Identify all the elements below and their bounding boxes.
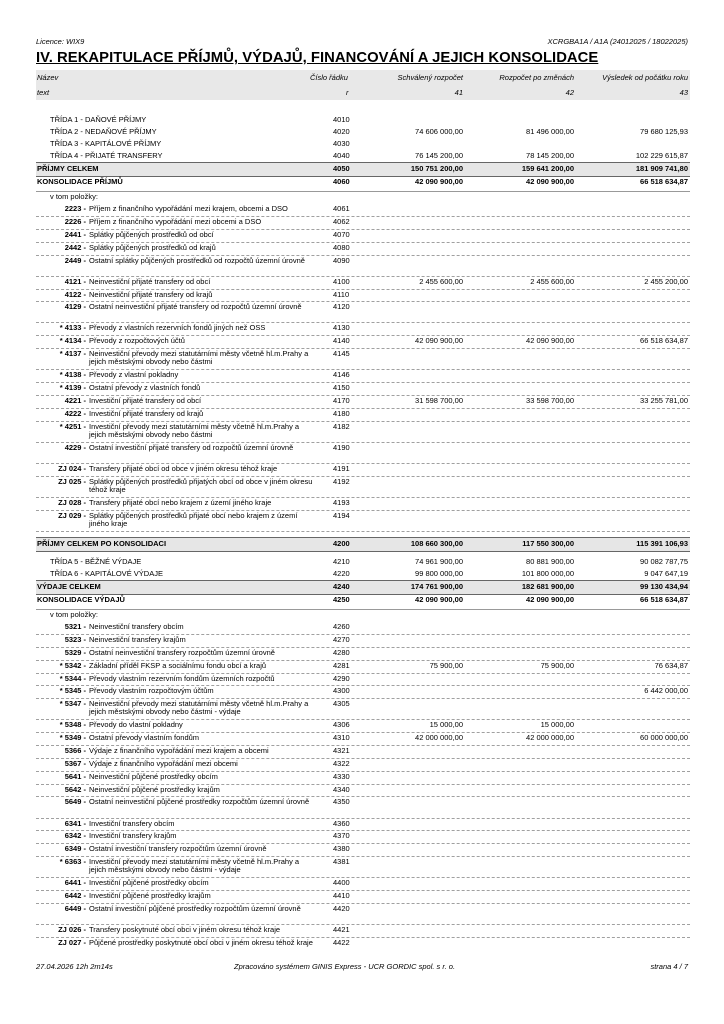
row-number: 4210 [333, 556, 350, 566]
item-code: 4122 - [64, 289, 86, 299]
item-name: Neinvestiční půjčené prostředky krajům [89, 784, 220, 794]
item-name: Transfery přijaté obcí nebo krajem z území jiného kraje [89, 497, 272, 507]
col-v2-header: Rozpočet po změnách [499, 73, 574, 82]
row-number: 4381 [333, 857, 350, 867]
class-row [36, 569, 690, 581]
row-number: 4380 [333, 844, 350, 854]
row-number: 4010 [333, 115, 350, 124]
row-name: KONSOLIDACE VÝDAJŮ [37, 595, 125, 605]
item-row [36, 831, 690, 844]
item-code: 6349 - [64, 844, 86, 854]
approved-budget-value: 42 000 000,00 [415, 733, 463, 743]
item-row [36, 844, 690, 857]
item-row [36, 477, 690, 498]
item-code: 4229 - [64, 442, 86, 452]
row-number: 4290 [333, 673, 350, 683]
item-code: ZJ 025 - [58, 476, 86, 486]
item-name: Ostatní investiční přijaté transfery od rozpočtů územní úrovně [89, 442, 294, 452]
row-number: 4250 [333, 595, 350, 605]
item-name: Půjčené prostředky poskytnuté obcí obci v jiném okresu téhož kraje [89, 937, 313, 947]
row-name: VÝDAJE CELKEM [37, 582, 101, 592]
row-number: 4281 [333, 660, 350, 670]
approved-budget-value: 42 090 900,00 [415, 595, 463, 605]
amended-budget-value: 101 800 000,00 [521, 568, 574, 578]
item-row [36, 785, 690, 798]
row-number: 4030 [333, 138, 350, 148]
item-row [36, 422, 690, 443]
col-v2-sub: 42 [565, 88, 574, 97]
item-name: Převody vlastním rozpočtovým účtům [89, 686, 214, 696]
approved-budget-value: 108 660 300,00 [410, 538, 463, 548]
item-row [36, 370, 690, 383]
result-value: 99 130 434,94 [640, 582, 688, 592]
row-number: 4182 [333, 421, 350, 431]
item-row [36, 759, 690, 772]
item-name: Transfery přijaté obcí od obce v jiném okresu téhož kraje [89, 463, 278, 473]
item-row [36, 204, 690, 217]
item-code: 5323 - [64, 635, 86, 645]
result-value: 102 229 615,87 [635, 150, 688, 160]
amended-budget-value: 75 900,00 [540, 660, 574, 670]
item-row [36, 733, 690, 746]
item-code: * 5349 - [59, 733, 86, 743]
class-row [36, 557, 690, 569]
row-number: 4306 [333, 720, 350, 730]
item-name: Ostatní převody z vlastních fondů [89, 383, 201, 393]
item-name: Neinvestiční transfery krajům [89, 635, 186, 645]
result-value: 76 634,87 [654, 660, 688, 670]
amended-budget-value: 42 090 900,00 [526, 595, 574, 605]
result-value: 66 518 634,87 [640, 595, 688, 605]
result-value: 181 909 741,80 [635, 164, 688, 174]
item-name: Splátky půjčených prostředků od obcí [89, 229, 214, 239]
item-row [36, 349, 690, 370]
item-code: 4121 - [64, 276, 86, 286]
item-row [36, 746, 690, 759]
row-number: 4140 [333, 336, 350, 346]
item-name: Převody z rozpočtových účtů [89, 336, 185, 346]
row-number: 4145 [333, 349, 350, 359]
item-name: Investiční půjčené prostředky obcím [89, 878, 209, 888]
item-code: * 4137 - [59, 349, 86, 359]
item-row [36, 622, 690, 635]
consolidation-row [36, 595, 690, 610]
item-name: Příjem z finančního vypořádání mezi krajem, obcemi a DSO [89, 204, 288, 214]
col-v3-sub: 43 [679, 88, 688, 97]
item-name: Neinvestiční přijaté transfery od obcí [89, 276, 211, 286]
row-number: 4180 [333, 408, 350, 418]
item-row [36, 878, 690, 891]
row-number: 4146 [333, 370, 350, 380]
row-number: 4090 [333, 255, 350, 265]
item-code: * 5345 - [59, 686, 86, 696]
approved-budget-value: 99 800 000,00 [415, 568, 463, 578]
item-row [36, 256, 690, 277]
item-name: Převody z vlastních rezervních fondů jiných než OSS [89, 323, 266, 333]
row-number: 4192 [333, 476, 350, 486]
total-row [36, 162, 690, 177]
item-code: 5366 - [64, 746, 86, 756]
footer-page-number: strana 4 / 7 [650, 962, 688, 971]
row-number: 4421 [333, 924, 350, 934]
item-row [36, 648, 690, 661]
row-name: TŘÍDA 1 - DAŇOVÉ PŘÍJMY [50, 115, 147, 124]
approved-budget-value: 174 761 900,00 [410, 582, 463, 592]
item-code: * 4139 - [59, 383, 86, 393]
row-number: 4260 [333, 622, 350, 632]
approved-budget-value: 31 598 700,00 [415, 395, 463, 405]
items-subheading [36, 192, 690, 204]
amended-budget-value: 42 000 000,00 [526, 733, 574, 743]
item-row [36, 290, 690, 303]
item-code: * 6363 - [59, 857, 86, 867]
row-number: 4100 [333, 276, 350, 286]
item-row [36, 674, 690, 687]
col-name-sub: text [37, 88, 50, 97]
row-name: TŘÍDA 2 - NEDAŇOVÉ PŘÍJMY [50, 126, 157, 136]
item-name: Neinvestiční transfery obcím [89, 622, 184, 632]
item-code: ZJ 026 - [58, 924, 86, 934]
row-number: 4410 [333, 891, 350, 900]
row-number: 4190 [333, 442, 350, 452]
row-number: 4350 [333, 797, 350, 807]
row-name: TŘÍDA 4 - PŘIJATÉ TRANSFERY [50, 150, 163, 160]
class-row [36, 115, 690, 127]
row-number: 4060 [333, 177, 350, 187]
item-name: Ostatní splátky půjčených prostředků od rozpočtů územní úrovně [89, 255, 305, 265]
item-code: * 5342 - [59, 660, 86, 670]
item-row [36, 511, 690, 532]
item-name: Investiční převody mezi statutárními městy včetně hl.m.Prahy a jejich městskými obvody nebo částmi - výdaje [89, 857, 300, 875]
result-value: 9 047 647,19 [644, 568, 688, 578]
item-row [36, 686, 690, 699]
item-row [36, 336, 690, 349]
row-number: 4422 [333, 937, 350, 947]
item-code: 5329 - [64, 647, 86, 657]
table-header [36, 70, 690, 100]
item-code: 5642 - [64, 784, 86, 794]
item-row [36, 217, 690, 230]
item-code: * 5347 - [59, 699, 86, 709]
row-number: 4050 [333, 164, 350, 174]
class-row [36, 127, 690, 139]
item-row [36, 938, 690, 958]
item-name: Neinvestiční převody mezi statutárními městy včetně hl.m.Prahy a jejich městskými obvody nebo částmi - výdaje [89, 699, 309, 717]
result-value: 66 518 634,87 [640, 336, 688, 346]
row-number: 4370 [333, 831, 350, 841]
class-row [36, 139, 690, 151]
item-name: Investiční přijaté transfery od obcí [89, 395, 202, 405]
row-number: 4062 [333, 217, 350, 227]
item-name: Splátky půjčených prostředků přijatých obcí od obce v jiném okresu téhož kraje [89, 476, 313, 494]
item-code: 5321 - [64, 622, 86, 632]
items-subheading [36, 610, 690, 622]
col-nr-header: Číslo řádku [310, 73, 348, 82]
item-name: Neinvestiční přijaté transfery od krajů [89, 289, 213, 299]
subheading-label: v tom položky: [50, 192, 98, 202]
row-number: 4120 [333, 302, 350, 312]
amended-budget-value: 15 000,00 [540, 720, 574, 730]
approved-budget-value: 75 900,00 [429, 660, 463, 670]
amended-budget-value: 182 681 900,00 [521, 582, 574, 592]
item-code: 2442 - [64, 242, 86, 252]
row-number: 4240 [333, 582, 350, 592]
row-number: 4400 [333, 878, 350, 888]
row-number: 4220 [333, 568, 350, 578]
item-row [36, 661, 690, 674]
row-name: PŘÍJMY CELKEM [37, 164, 99, 174]
item-row [36, 797, 690, 818]
item-name: Investiční převody mezi statutárními městy včetně hl.m.Prahy a jejich městskými obvody nebo částmi [89, 421, 300, 439]
item-name: Transfery poskytnuté obcí obci v jiném okresu téhož kraje [89, 924, 281, 934]
item-name: Investiční půjčené prostředky krajům [89, 891, 211, 900]
item-code: 6449 - [64, 903, 86, 913]
approved-budget-value: 74 606 000,00 [415, 126, 463, 136]
item-code: 5649 - [64, 797, 86, 807]
row-number: 4070 [333, 229, 350, 239]
result-value: 60 000 000,00 [640, 733, 688, 743]
result-value: 90 082 787,75 [640, 556, 688, 566]
amended-budget-value: 42 090 900,00 [526, 177, 574, 187]
item-row [36, 464, 690, 477]
row-name: PŘÍJMY CELKEM PO KONSOLIDACI [37, 538, 167, 548]
row-number: 4310 [333, 733, 350, 743]
row-number: 4150 [333, 383, 350, 393]
row-number: 4280 [333, 647, 350, 657]
col-v1-header: Schválený rozpočet [397, 73, 463, 82]
row-number: 4020 [333, 126, 350, 136]
item-name: Neinvestiční půjčené prostředky obcím [89, 771, 218, 781]
row-number: 4194 [333, 510, 350, 520]
item-name: Ostatní neinvestiční přijaté transfery od rozpočtů územní úrovně [89, 302, 302, 312]
row-number: 4300 [333, 686, 350, 696]
item-name: Ostatní převody vlastním fondům [89, 733, 200, 743]
amended-budget-value: 78 145 200,00 [526, 150, 574, 160]
item-row [36, 383, 690, 396]
row-number: 4130 [333, 323, 350, 333]
item-name: Převody do vlastní pokladny [89, 720, 183, 730]
row-name: KONSOLIDACE PŘÍJMŮ [37, 177, 123, 187]
item-code: 6341 - [64, 818, 86, 828]
amended-budget-value: 80 881 900,00 [526, 556, 574, 566]
item-row [36, 323, 690, 336]
col-nr-sub: r [346, 88, 349, 97]
item-name: Příjem z finančního vypořádání mezi obcemi a DSO [89, 217, 262, 227]
item-name: Ostatní neinvestiční půjčené prostředky rozpočtům územní úrovně [89, 797, 310, 807]
footer-datetime: 27.04.2026 12h 2m14s [36, 962, 113, 971]
item-name: Ostatní investiční transfery rozpočtům územní úrovně [89, 844, 267, 854]
consolidation-row [36, 177, 690, 192]
item-name: Výdaje z finančního vypořádání mezi krajem a obcemi [89, 746, 269, 756]
item-row [36, 925, 690, 938]
row-number: 4340 [333, 784, 350, 794]
footer-system: Zpracováno systémem GINIS Express - UCR GORDIC spol. s r. o. [234, 962, 456, 971]
amended-budget-value: 117 550 300,00 [522, 538, 574, 548]
item-code: 6442 - [64, 891, 86, 900]
amended-budget-value: 2 455 600,00 [530, 276, 574, 286]
item-name: Investiční transfery krajům [89, 831, 177, 841]
item-row [36, 635, 690, 648]
item-code: ZJ 029 - [58, 510, 86, 520]
item-name: Neinvestiční převody mezi statutárními městy včetně hl.m.Prahy a jejich městskými obvody nebo částmi [89, 349, 309, 367]
item-code: ZJ 027 - [58, 937, 86, 947]
item-code: 4221 - [64, 395, 86, 405]
item-name: Základní příděl FKSP a sociálnímu fondu obcí a krajů [89, 660, 267, 670]
approved-budget-value: 42 090 900,00 [415, 177, 463, 187]
item-row [36, 772, 690, 785]
item-code: 2226 - [64, 217, 86, 227]
item-name: Převody vlastním rezervním fondům územních rozpočtů [89, 673, 275, 683]
subheading-label: v tom položky: [50, 610, 98, 620]
result-value: 79 680 125,93 [640, 126, 688, 136]
item-name: Splátky půjčených prostředků přijaté obcí nebo krajem z území jiného kraje [89, 510, 298, 528]
result-value: 33 255 781,00 [640, 395, 688, 405]
item-code: ZJ 028 - [58, 497, 86, 507]
amended-budget-value: 33 598 700,00 [526, 395, 574, 405]
item-code: 4129 - [64, 302, 86, 312]
item-code: * 4251 - [59, 421, 86, 431]
approved-budget-value: 15 000,00 [429, 720, 463, 730]
approved-budget-value: 150 751 200,00 [410, 164, 463, 174]
item-row [36, 443, 690, 464]
item-row [36, 409, 690, 422]
item-name: Převody z vlastní pokladny [89, 370, 179, 380]
item-code: 4222 - [64, 408, 86, 418]
item-name: Splátky půjčených prostředků od krajů [89, 242, 216, 252]
item-code: * 5344 - [59, 673, 86, 683]
item-name: Výdaje z finančního vypořádání mezi obcemi [89, 758, 238, 768]
item-code: * 4133 - [59, 323, 86, 333]
item-row [36, 699, 690, 720]
item-row [36, 243, 690, 256]
row-number: 4193 [333, 497, 350, 507]
item-code: 2441 - [64, 229, 86, 239]
row-number: 4330 [333, 771, 350, 781]
approved-budget-value: 74 961 900,00 [415, 556, 463, 566]
approved-budget-value: 42 090 900,00 [415, 336, 463, 346]
row-name: TŘÍDA 3 - KAPITÁLOVÉ PŘÍJMY [50, 138, 162, 148]
item-code: 6342 - [64, 831, 86, 841]
item-name: Ostatní neinvestiční transfery rozpočtům územní úrovně [89, 647, 275, 657]
row-number: 4170 [333, 395, 350, 405]
approved-budget-value: 76 145 200,00 [415, 150, 463, 160]
row-number: 4040 [333, 150, 350, 160]
col-v1-sub: 41 [454, 88, 463, 97]
item-name: Investiční přijaté transfery od krajů [89, 408, 204, 418]
row-number: 4061 [333, 204, 350, 214]
license-label: Licence: WIX9 [36, 37, 85, 46]
total-row [36, 580, 690, 595]
row-number: 4110 [333, 289, 350, 299]
page-title: IV. REKAPITULACE PŘÍJMŮ, VÝDAJŮ, FINANCOVÁNÍ A JEJICH KONSOLIDACE [36, 50, 599, 66]
row-number: 4321 [333, 746, 350, 756]
item-code: * 5348 - [59, 720, 86, 730]
row-number: 4360 [333, 818, 350, 828]
row-number: 4080 [333, 242, 350, 252]
total-row [36, 537, 690, 552]
item-code: 2449 - [64, 255, 86, 265]
item-row [36, 891, 690, 904]
item-row [36, 904, 690, 925]
item-code: 5367 - [64, 758, 86, 768]
item-code: 6441 - [64, 878, 86, 888]
item-code: * 4134 - [59, 336, 86, 346]
item-code: 5641 - [64, 771, 86, 781]
row-name: TŘÍDA 5 - BĚŽNÉ VÝDAJE [50, 556, 142, 566]
row-number: 4191 [333, 463, 350, 473]
item-code: 2223 - [64, 204, 86, 214]
item-row [36, 277, 690, 290]
amended-budget-value: 159 641 200,00 [521, 164, 574, 174]
item-name: Ostatní investiční půjčené prostředky rozpočtům územní úrovně [89, 903, 301, 913]
data-table [36, 109, 690, 958]
amended-budget-value: 42 090 900,00 [526, 336, 574, 346]
row-number: 4322 [333, 758, 350, 768]
row-name: TŘÍDA 6 - KAPITÁLOVÉ VÝDAJE [50, 568, 163, 578]
amended-budget-value: 81 496 000,00 [526, 126, 574, 136]
item-name: Investiční transfery obcím [89, 818, 175, 828]
row-number: 4200 [333, 538, 350, 548]
row-number: 4305 [333, 699, 350, 709]
item-row [36, 230, 690, 243]
report-code: XCRGBA1A / A1A (24012025 / 18022025) [547, 37, 688, 46]
item-row [36, 720, 690, 733]
result-value: 115 391 106,93 [636, 538, 688, 548]
item-row [36, 857, 690, 878]
row-number: 4420 [333, 903, 350, 913]
col-name-header: Název [37, 73, 59, 82]
item-code: ZJ 024 - [58, 463, 86, 473]
col-v3-header: Výsledek od počátku roku [602, 73, 688, 82]
item-row [36, 302, 690, 323]
item-row [36, 396, 690, 409]
result-value: 6 442 000,00 [644, 686, 688, 696]
approved-budget-value: 2 455 600,00 [419, 276, 463, 286]
result-value: 2 455 200,00 [644, 276, 688, 286]
row-number: 4270 [333, 635, 350, 645]
item-row [36, 819, 690, 832]
class-row [36, 151, 690, 163]
result-value: 66 518 634,87 [640, 177, 688, 187]
item-row [36, 498, 690, 511]
item-code: * 4138 - [59, 370, 86, 380]
